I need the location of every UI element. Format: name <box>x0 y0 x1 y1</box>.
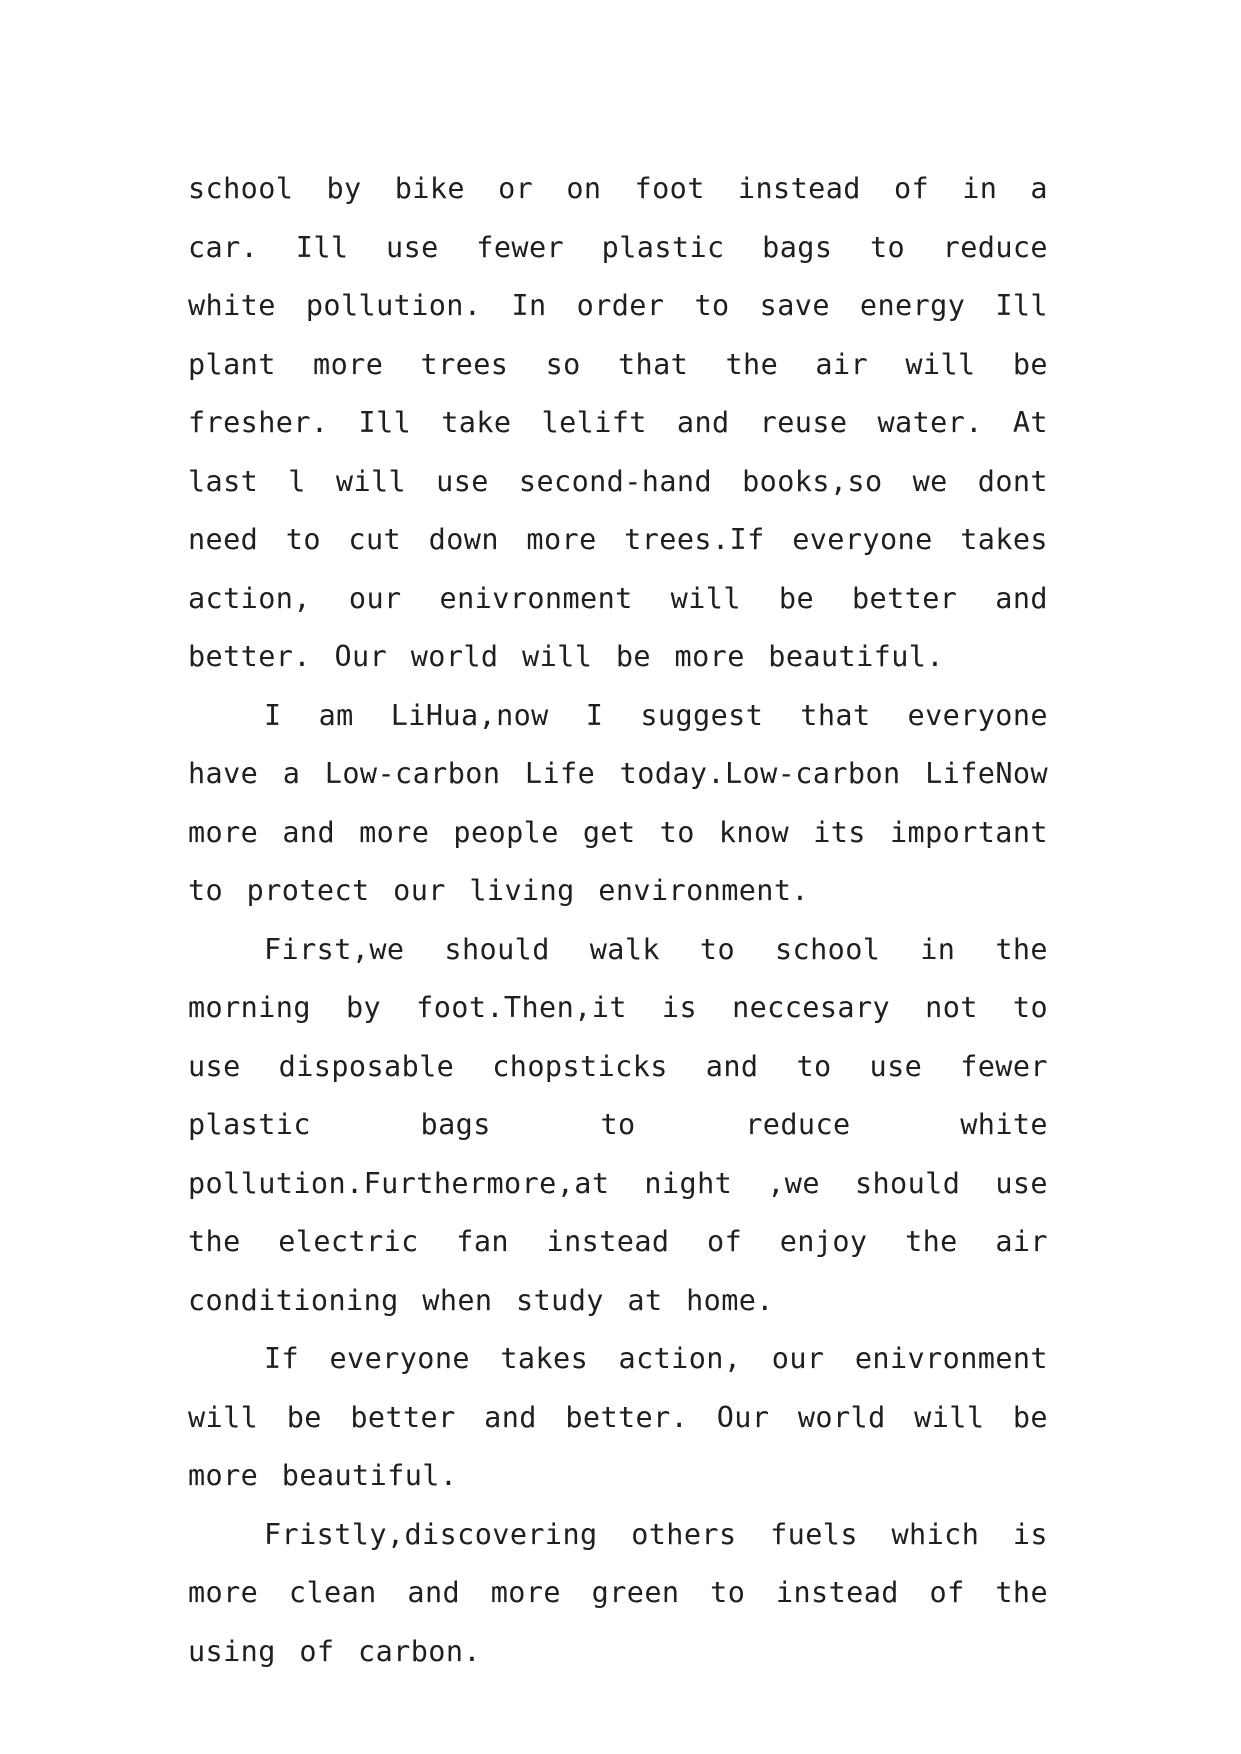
document-body <box>188 160 1048 1681</box>
paragraph-3: First,we should walk to school in the morning by foot.Then,it is neccesary not to use disposable chopsticks and to use fewer plastic bags to reduce white pollution.Furthermore,at night ,we should use the electric fan instead of enjoy the air conditioning when study at home. <box>188 932 1048 1317</box>
paragraph-2: I am LiHua,now I suggest that everyone have a Low-carbon Life today.Low-carbon LifeNow more and more people get to know its important to protect our living environment. <box>188 698 1048 907</box>
paragraph-5: Fristly,discovering others fuels which is more clean and more green to instead of the using of carbon. <box>188 1517 1048 1668</box>
paragraph-1: school by bike or on foot instead of in a car. Ill use fewer plastic bags to reduce white pollution. In order to save energy Ill plant more trees so that the air will be fresher. Ill take lelift and reuse water. At last l will use second-hand books,so we dont need to cut down more trees.If everyone takes action, our enivronment will be better and better. Our world will be more beautiful. <box>188 172 1048 673</box>
paragraph-4: If everyone takes action, our enivronment will be better and better. Our world will be more beautiful. <box>188 1342 1048 1492</box>
